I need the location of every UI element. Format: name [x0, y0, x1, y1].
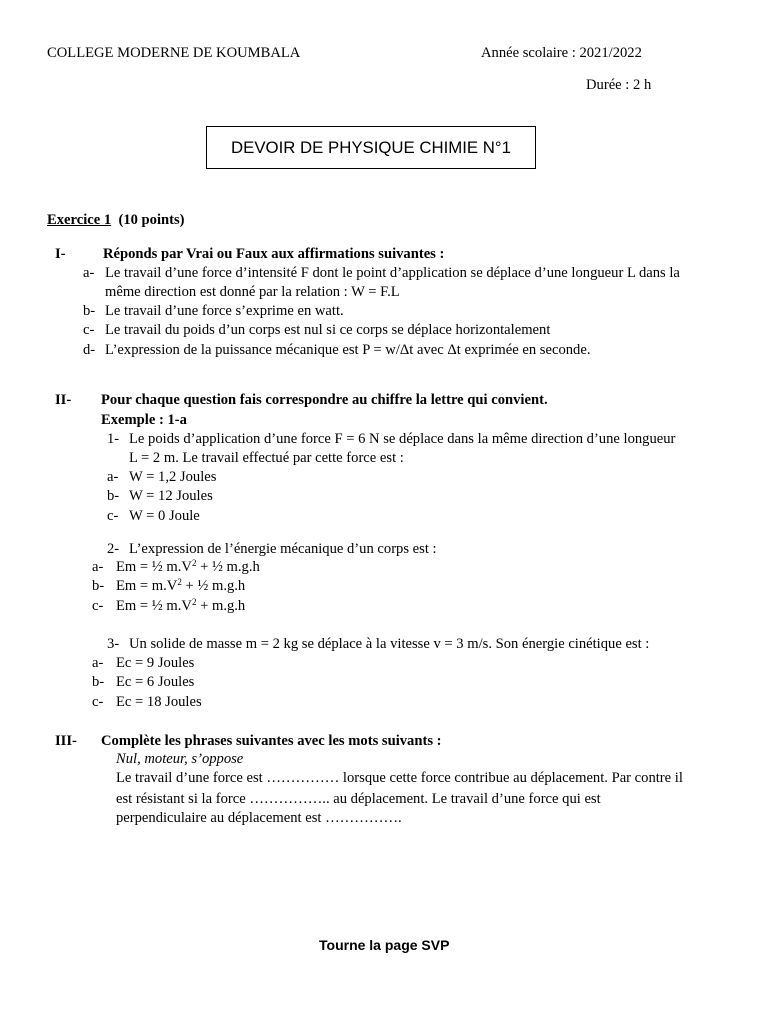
- q3-option-b-letter: b-: [92, 674, 105, 690]
- part2-example: Exemple : 1-a: [101, 412, 187, 428]
- q2-option-a-text: Em = ½ $m.V^2$ + ½ m.g.h: [116, 558, 260, 575]
- q1-number: 1-: [107, 431, 120, 447]
- q3-number: 3-: [107, 636, 120, 652]
- part3-word-list: Nul, moteur, s’oppose: [116, 751, 244, 767]
- part1-number: I-: [55, 246, 66, 262]
- part1-item-b-text: Le travail d’une force s’exprime en watt.: [105, 303, 344, 319]
- part1-item-a-line1: Le travail d’une force d’intensité F dont le point d’application se déplace d’une longueur L dans la: [105, 265, 680, 281]
- q3-option-c-text: Ec = 18 Joules: [116, 694, 202, 710]
- exercise-heading: [47, 211, 185, 231]
- q2-number: 2-: [107, 541, 120, 557]
- part3-line1: Le travail d’une force est …………… lorsque cette force contribue au déplacement. Par contre il: [116, 770, 683, 786]
- q1-option-b-letter: b-: [107, 488, 120, 504]
- page-footer: Tourne la page SVP: [319, 937, 450, 953]
- exam-title: DEVOIR DE PHYSIQUE CHIMIE N°1: [231, 137, 511, 157]
- q2-option-c-text: Em = ½ $m.V^2 + m.g.h$: [116, 597, 246, 614]
- q3-option-a-letter: a-: [92, 655, 104, 671]
- q3-option-a-text: Ec = 9 Joules: [116, 655, 195, 671]
- school-name: COLLEGE MODERNE DE KOUMBALA: [47, 45, 301, 61]
- part2-heading: Pour chaque question fais correspondre au chiffre la lettre qui convient.: [101, 392, 548, 408]
- part1-item-c-letter: c-: [83, 322, 95, 338]
- q2-text: L’expression de l’énergie mécanique d’un corps est :: [129, 541, 437, 557]
- part1-item-d-text: L’expression de la puissance mécanique est P = w/Δt avec Δt exprimée en seconde.: [105, 342, 591, 358]
- exam-duration: Durée : 2 h: [586, 77, 652, 93]
- part3-number: III-: [55, 733, 77, 749]
- q3-text: Un solide de masse m = 2 kg se déplace à la vitesse v = 3 m/s. Son énergie cinétique est :: [129, 636, 650, 652]
- q1-option-b-text: W = 12 Joules: [129, 488, 213, 504]
- q3-option-c-letter: c-: [92, 694, 104, 710]
- q2-option-b-text: $Em = m.V^2$ + ½ m.g.h: [116, 577, 246, 594]
- q1-option-c-letter: c-: [107, 508, 119, 524]
- part1-item-a-line2: même direction est donné par la relation : W = F.L: [105, 284, 400, 300]
- part1-item-b-letter: b-: [83, 303, 96, 319]
- q2-option-b-letter: b-: [92, 578, 105, 594]
- part1-heading: Réponds par Vrai ou Faux aux affirmations suivantes :: [103, 246, 445, 262]
- part2-number: II-: [55, 392, 72, 408]
- exam-title-box: [206, 126, 536, 169]
- school-year: Année scolaire : 2021/2022: [481, 45, 642, 61]
- q1-line2: L = 2 m. Le travail effectué par cette force est :: [129, 450, 404, 466]
- part3-line3: perpendiculaire au déplacement est …………….: [116, 810, 402, 826]
- q1-option-a-letter: a-: [107, 469, 119, 485]
- q1-option-c-text: W = 0 Joule: [129, 508, 200, 524]
- q3-option-b-text: Ec = 6 Joules: [116, 674, 195, 690]
- exercise-label: Exercice 1: [47, 212, 112, 228]
- part3-line2: est résistant si la force …………….. au déplacement. Le travail d’une force qui est: [116, 791, 601, 807]
- q1-line1: Le poids d’application d’une force F = 6 N se déplace dans la même direction d’une longueur: [129, 431, 676, 447]
- exercise-points: (10 points): [118, 212, 185, 228]
- part1-item-d-letter: d-: [83, 342, 96, 358]
- part1-item-c-text: Le travail du poids d’un corps est nul si ce corps se déplace horizontalement: [105, 322, 551, 338]
- q2-option-a-letter: a-: [92, 559, 104, 575]
- part3-heading: Complète les phrases suivantes avec les mots suivants :: [101, 733, 442, 749]
- q2-option-c-letter: c-: [92, 598, 104, 614]
- part1-item-a-letter: a-: [83, 265, 95, 281]
- q1-option-a-text: W = 1,2 Joules: [129, 469, 217, 485]
